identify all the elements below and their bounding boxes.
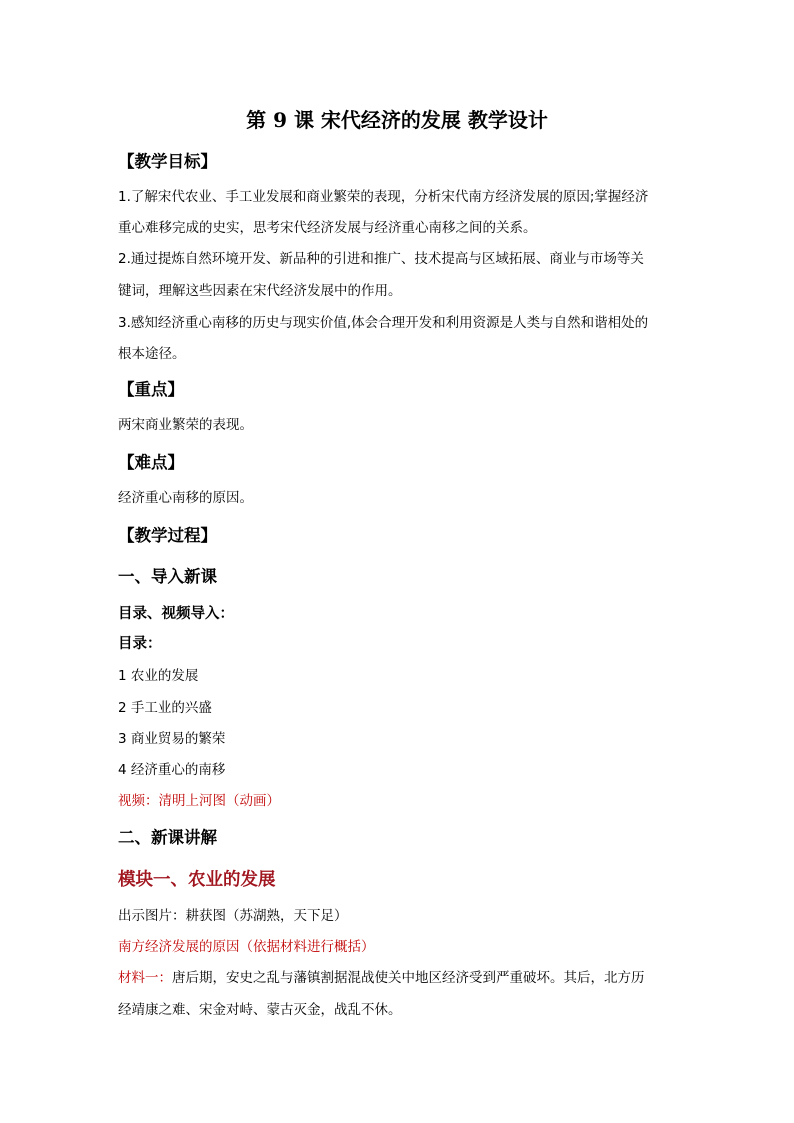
toc-item-2: 2 手工业的兴盛 xyxy=(118,700,212,716)
objectives-line-6: 根本途径。 xyxy=(118,346,186,362)
document-title: 第 9 课 宋代经济的发展 教学设计 xyxy=(246,108,548,132)
reason-line: 南方经济发展的原因（依据材料进行概括） xyxy=(118,939,375,955)
objectives-line-4: 键词，理解这些因素在宋代经济发展中的作用。 xyxy=(118,283,402,299)
material-one-label: 材料一： xyxy=(118,970,172,986)
section1-heading: 一、导入新课 xyxy=(118,567,217,586)
section1-subheading: 目录、视频导入： xyxy=(118,606,234,622)
objectives-line-5: 3.感知经济重心南移的历史与现实价值,体会合理开发和利用资源是人类与自然和谐相处的 xyxy=(118,315,649,331)
toc-item-3: 3 商业贸易的繁荣 xyxy=(118,731,226,747)
material-one-line-2: 经靖康之难、宋金对峙、蒙古灭金，战乱不休。 xyxy=(118,1002,402,1018)
material-one-text: 唐后期，安史之乱与藩镇割据混战使关中地区经济受到严重破坏。其后，北方历 xyxy=(172,970,645,986)
toc-item-4: 4 经济重心的南移 xyxy=(118,762,226,778)
section2-heading: 二、新课讲解 xyxy=(118,828,217,847)
process-heading: 【教学过程】 xyxy=(118,526,217,545)
objectives-line-2: 重心难移完成的史实，思考宋代经济发展与经济重心南移之间的关系。 xyxy=(118,220,537,236)
objectives-heading: 【教学目标】 xyxy=(118,152,217,171)
key-point-text: 两宋商业繁荣的表现。 xyxy=(118,417,253,433)
toc-item-1: 1 农业的发展 xyxy=(118,668,199,684)
difficulty-heading: 【难点】 xyxy=(118,453,184,472)
objectives-line-3: 2.通过提炼自然环境开发、新品种的引进和推广、技术提高与区域拓展、商业与市场等关 xyxy=(118,251,644,267)
difficulty-text: 经济重心南移的原因。 xyxy=(118,490,253,506)
toc-label: 目录： xyxy=(118,636,162,652)
objectives-line-1: 1.了解宋代农业、手工业发展和商业繁荣的表现，分析宋代南方经济发展的原因;掌握经济 xyxy=(118,189,649,205)
key-point-heading: 【重点】 xyxy=(118,380,184,399)
video-line: 视频：清明上河图（动画） xyxy=(118,793,280,809)
module-one-heading: 模块一、农业的发展 xyxy=(118,870,276,890)
show-picture-line: 出示图片：耕获图（苏湖熟，天下足） xyxy=(118,908,348,924)
material-one-line-1 xyxy=(118,966,645,986)
